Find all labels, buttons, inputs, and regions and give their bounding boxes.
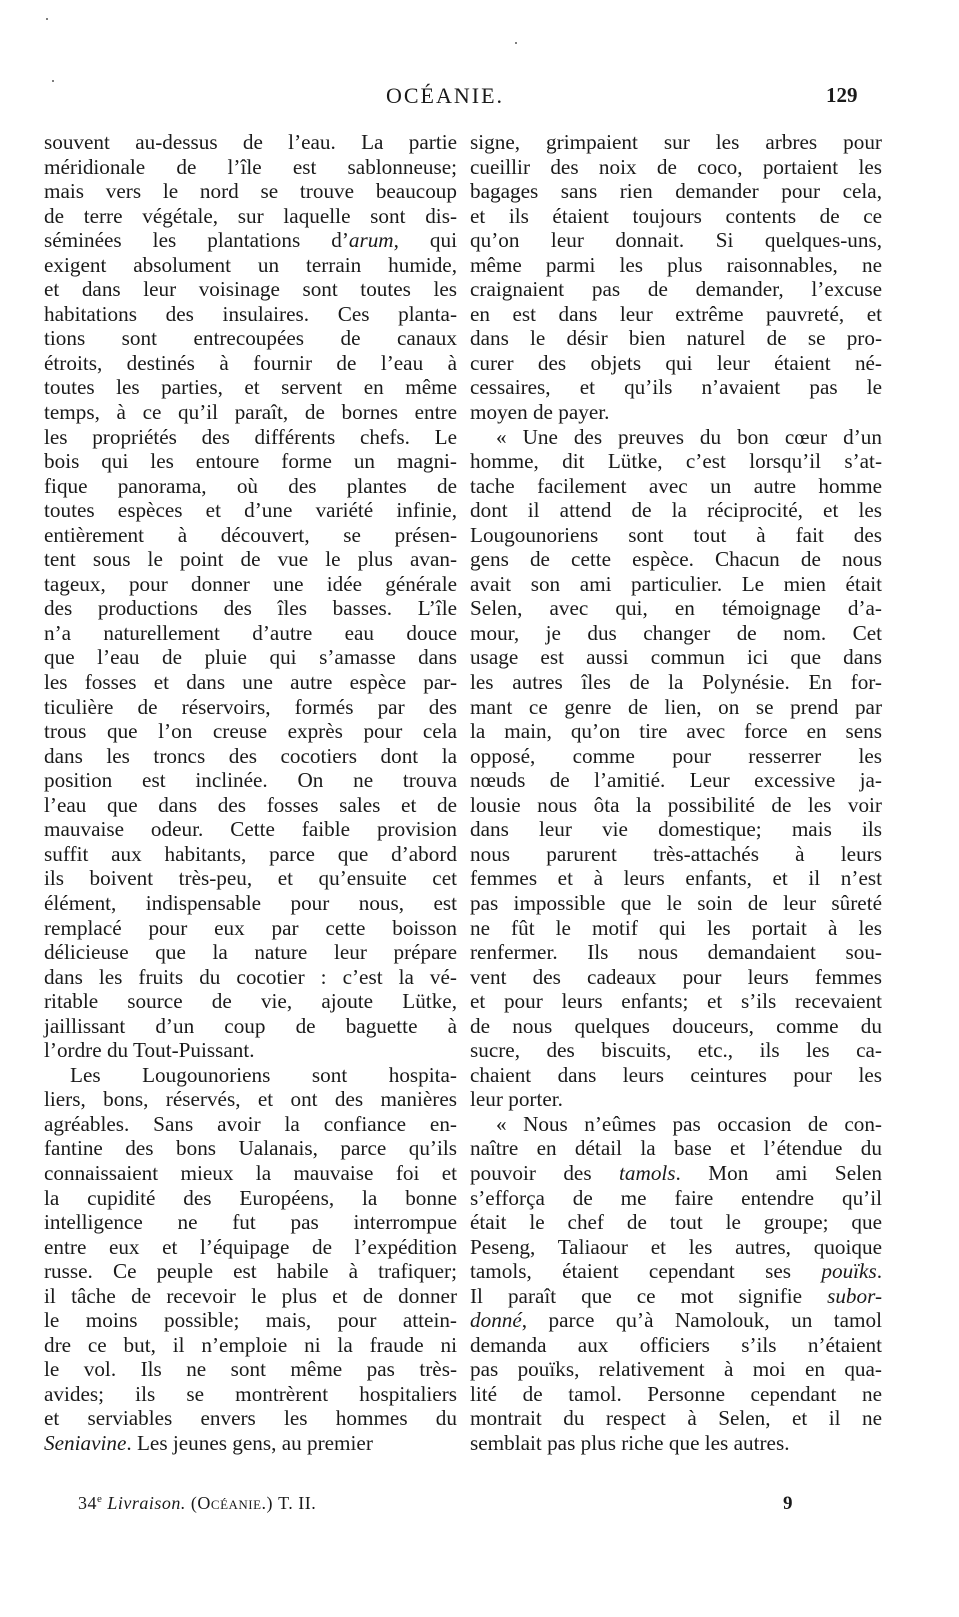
text-line: ticulière de réservoirs, formés par des: [44, 694, 457, 719]
text-line: temps, à ce qu’il paraît, de bornes entre: [44, 400, 457, 425]
text-line: opposé, comme pour resserrer les: [470, 743, 882, 768]
text-line: délicieuse que la nature leur prépare: [44, 940, 457, 965]
running-head: [0, 83, 959, 111]
text-line: cueillir des noix de coco, portaient les: [470, 154, 882, 179]
text-line: montrait du respect à Selen, et il ne: [470, 1406, 882, 1431]
italic-term: arum: [348, 228, 394, 253]
text-line: fique panorama, où des plantes de: [44, 473, 457, 498]
page-number: 129: [826, 83, 858, 107]
text-line: toutes les parties, et servent en même: [44, 375, 457, 400]
text-line: cessaires, et qu’ils n’avaient pas le: [470, 375, 882, 400]
text-line: [470, 1259, 882, 1284]
sheet-number: 9: [783, 1493, 793, 1514]
text-line: les propriétés des différents chefs. Le: [44, 424, 457, 449]
signature-number: 34: [78, 1493, 97, 1513]
text-line: n’a naturellement d’autre eau douce: [44, 620, 457, 645]
text-line: « Une des preuves du bon cœur d’un: [496, 424, 882, 449]
text-line: dans le désir bien naturel de se pro-: [470, 326, 882, 351]
text-line: ne fût le motif qui les portait à les: [470, 915, 882, 940]
text-line: connaissaient mieux la mauvaise foi et: [44, 1160, 457, 1185]
text-line: curer des objets qui leur étaient né-: [470, 350, 882, 375]
text-line: [470, 1161, 882, 1186]
text-line: et dans leur voisinage sont toutes les: [44, 277, 457, 302]
printer-signature: [78, 1493, 316, 1514]
text-line: était le chef de tout le groupe; que: [470, 1210, 882, 1235]
text-line: demanda aux officiers s’ils n’étaient: [470, 1332, 882, 1357]
text-line: Selen, avec qui, en témoignage d’a-: [470, 596, 882, 621]
text-line: étroits, destinés à fournir de l’eau à: [44, 350, 457, 375]
text-line: intelligence ne fut pas interrompue: [44, 1210, 457, 1235]
text-line: en est dans leur extrême pauvreté, et: [470, 301, 882, 326]
text-line: suffit aux habitants, parce que d’abord: [44, 841, 457, 866]
text-line: position est inclinée. On ne trouva: [44, 768, 457, 793]
text-line: gens de cette espèce. Chacun de nous: [470, 547, 882, 572]
text-line: élément, indispensable pour nous, est: [44, 890, 457, 915]
text-line: [44, 1431, 457, 1456]
text-run: pouvoir des: [470, 1160, 620, 1185]
text-line: Les Lougounoriens sont hospita-: [70, 1062, 457, 1087]
text-line: souvent au-dessus de l’eau. La partie: [44, 130, 457, 154]
text-line: dans les fruits du cocotier : c’est la vé-: [44, 964, 457, 989]
text-line: tageux, pour donner une idée générale: [44, 571, 457, 596]
text-line: craignaient pas de demander, l’excuse: [470, 277, 882, 302]
text-line: homme, dit Lütke, c’est lorsqu’il s’at-: [470, 449, 882, 474]
text-line: que l’eau de pluie qui s’amasse dans: [44, 645, 457, 670]
text-line: des productions des îles basses. L’île: [44, 596, 457, 621]
text-line: l’ordre du Tout-Puissant.: [44, 1038, 255, 1063]
text-run: Il paraît que ce mot signifie: [470, 1283, 828, 1308]
text-line: dans les troncs des cocotiers dont la: [44, 743, 457, 768]
text-line: et ils étaient toujours contents de ce: [470, 203, 882, 228]
running-title: OCÉANIE.: [386, 83, 505, 108]
italic-term: subor-: [827, 1283, 882, 1308]
text-line: pas impossible que le soin de leur sûreté: [470, 890, 882, 915]
text-line: de terre végétale, sur laquelle sont dis-: [44, 203, 457, 228]
text-line: trous que l’on creuse exprès pour cela: [44, 719, 457, 744]
text-line: tache facilement avec un autre homme: [470, 473, 882, 498]
text-line: moyen de payer.: [470, 400, 610, 425]
text-line: ils boivent très-peu, et qu’ensuite cet: [44, 866, 457, 891]
text-line: exigent absolument un terrain humide,: [44, 252, 457, 277]
text-line: usage est aussi commun ici que dans: [470, 645, 882, 670]
text-line: russe. Ce peuple est habile à trafiquer;: [44, 1259, 457, 1284]
text-line: mais vers le nord se trouve beaucoup: [44, 179, 457, 204]
text-line: leur porter.: [470, 1087, 563, 1112]
text-line: les fosses et dans une autre espèce par-: [44, 670, 457, 695]
text-line: sucre, des biscuits, etc., ils les ca-: [470, 1038, 882, 1063]
text-run: . Mon ami Selen: [675, 1160, 883, 1185]
text-run: . Les jeunes gens, au premier: [126, 1430, 373, 1455]
text-line: naître en détail la base et l’étendue du: [470, 1136, 882, 1161]
text-line: mauvaise odeur. Cette faible provision: [44, 817, 457, 842]
text-line: lité de tamol. Personne cependant ne: [470, 1381, 882, 1406]
text-line: entre eux et l’équipage de l’expédition: [44, 1234, 457, 1259]
text-line: chaient dans leurs ceintures pour les: [470, 1062, 882, 1087]
page-footer: [0, 1493, 959, 1521]
text-line: remplacé pour eux par cette boisson: [44, 915, 457, 940]
italic-term: donné: [470, 1308, 522, 1333]
text-line: ritable source de vie, ajoute Lütke,: [44, 989, 457, 1014]
text-line: avait son ami particulier. Le mien était: [470, 571, 882, 596]
scan-speck: [515, 42, 517, 44]
text-line: même parmi les plus raisonnables, ne: [470, 252, 882, 277]
text-line: et pour leurs enfants; et s’ils recevaient: [470, 989, 882, 1014]
text-line: les autres îles de la Polynésie. En for-: [470, 670, 882, 695]
text-line: liers, bons, réservés, et ont des manières: [44, 1087, 457, 1112]
right-column: [470, 130, 882, 1456]
signature-volume: T. II.: [278, 1493, 317, 1513]
italic-term: Seniavine: [44, 1430, 127, 1455]
signature-word: Livraison.: [107, 1493, 186, 1513]
left-column: [44, 130, 457, 1456]
text-line: nous parurent très-attachés à leurs: [470, 841, 882, 866]
text-line: semblait pas plus riche que les autres.: [470, 1430, 790, 1455]
text-line: s’efforça de me faire entendre qu’il: [470, 1185, 882, 1210]
signature-title: (Océanie.): [190, 1493, 274, 1513]
text-line: de nous quelques douceurs, comme du: [470, 1013, 882, 1038]
text-line: Lougounoriens sont tout à fait des: [470, 522, 882, 547]
text-line: dre ce but, il n’emploie ni la fraude ni: [44, 1332, 457, 1357]
signature-sup: e: [97, 1493, 103, 1505]
text-run: tamols, étaient cependant ses: [470, 1259, 822, 1284]
text-line: bois qui les entoure forme un magni-: [44, 449, 457, 474]
italic-term: tamols: [619, 1160, 676, 1185]
text-run: séminées les plantations d’: [44, 228, 349, 253]
scan-speck: [52, 80, 54, 82]
text-line: renfermer. Ils nous demandaient sou-: [470, 940, 882, 965]
text-line: bagages sans rien demander pour cela,: [470, 179, 882, 204]
text-line: tent sous le point de vue le plus avan-: [44, 547, 457, 572]
text-line: toutes espèces et d’une variété infinie,: [44, 498, 457, 523]
text-line: la cupidité des Européens, la bonne: [44, 1185, 457, 1210]
text-line: le moins possible; mais, pour attein-: [44, 1308, 457, 1333]
text-line: méridionale de l’île est sablonneuse;: [44, 154, 457, 179]
text-line: nœuds de l’amitié. Leur excessive ja-: [470, 768, 882, 793]
text-run: , parce qu’à Namolouk, un tamol: [521, 1308, 882, 1333]
text-line: entièrement à découvert, se présen-: [44, 522, 457, 547]
text-line: dont il attend de la réciprocité, et les: [470, 498, 882, 523]
text-line: l’eau que dans des fosses sales et de: [44, 792, 457, 817]
text-line: avides; ils se montrèrent hospitaliers: [44, 1381, 457, 1406]
text-line: la main, qu’on tire avec force en sens: [470, 719, 882, 744]
text-run: , qui: [393, 228, 457, 253]
text-line: dans leur vie domestique; mais ils: [470, 817, 882, 842]
text-line: [44, 228, 457, 253]
text-line: [470, 1284, 882, 1309]
text-line: le vol. Ils ne sont même pas très-: [44, 1357, 457, 1382]
text-line: signe, grimpaient sur les arbres pour: [470, 130, 882, 154]
text-line: jaillissant d’un coup de baguette à: [44, 1013, 457, 1038]
text-line: et serviables envers les hommes du: [44, 1406, 457, 1431]
text-line: mour, je dus changer de nom. Cet: [470, 620, 882, 645]
text-line: [470, 1308, 882, 1333]
text-line: Peseng, Taliaour et les autres, quoique: [470, 1234, 882, 1259]
italic-term: pouïks: [821, 1259, 877, 1284]
scan-speck: [46, 18, 48, 20]
text-run: .: [876, 1259, 882, 1284]
text-line: qu’on leur donnait. Si quelques-uns,: [470, 228, 882, 253]
text-line: mant ce genre de lien, on se prend par: [470, 694, 882, 719]
text-line: lousie nous ôta la possibilité de les voir: [470, 792, 882, 817]
text-line: habitations des insulaires. Ces planta-: [44, 301, 457, 326]
text-line: fantine des bons Ualanais, parce qu’ils: [44, 1136, 457, 1161]
text-line: femmes et à leurs enfants, et il n’est: [470, 866, 882, 891]
text-line: il tâche de recevoir le plus et de donner: [44, 1283, 457, 1308]
text-line: pas pouïks, relativement à moi en qua-: [470, 1357, 882, 1382]
text-line: tions sont entrecoupées de canaux: [44, 326, 457, 351]
text-line: « Nous n’eûmes pas occasion de con-: [496, 1111, 882, 1136]
text-line: vent des cadeaux pour leurs femmes: [470, 964, 882, 989]
text-line: agréables. Sans avoir la confiance en-: [44, 1111, 457, 1136]
